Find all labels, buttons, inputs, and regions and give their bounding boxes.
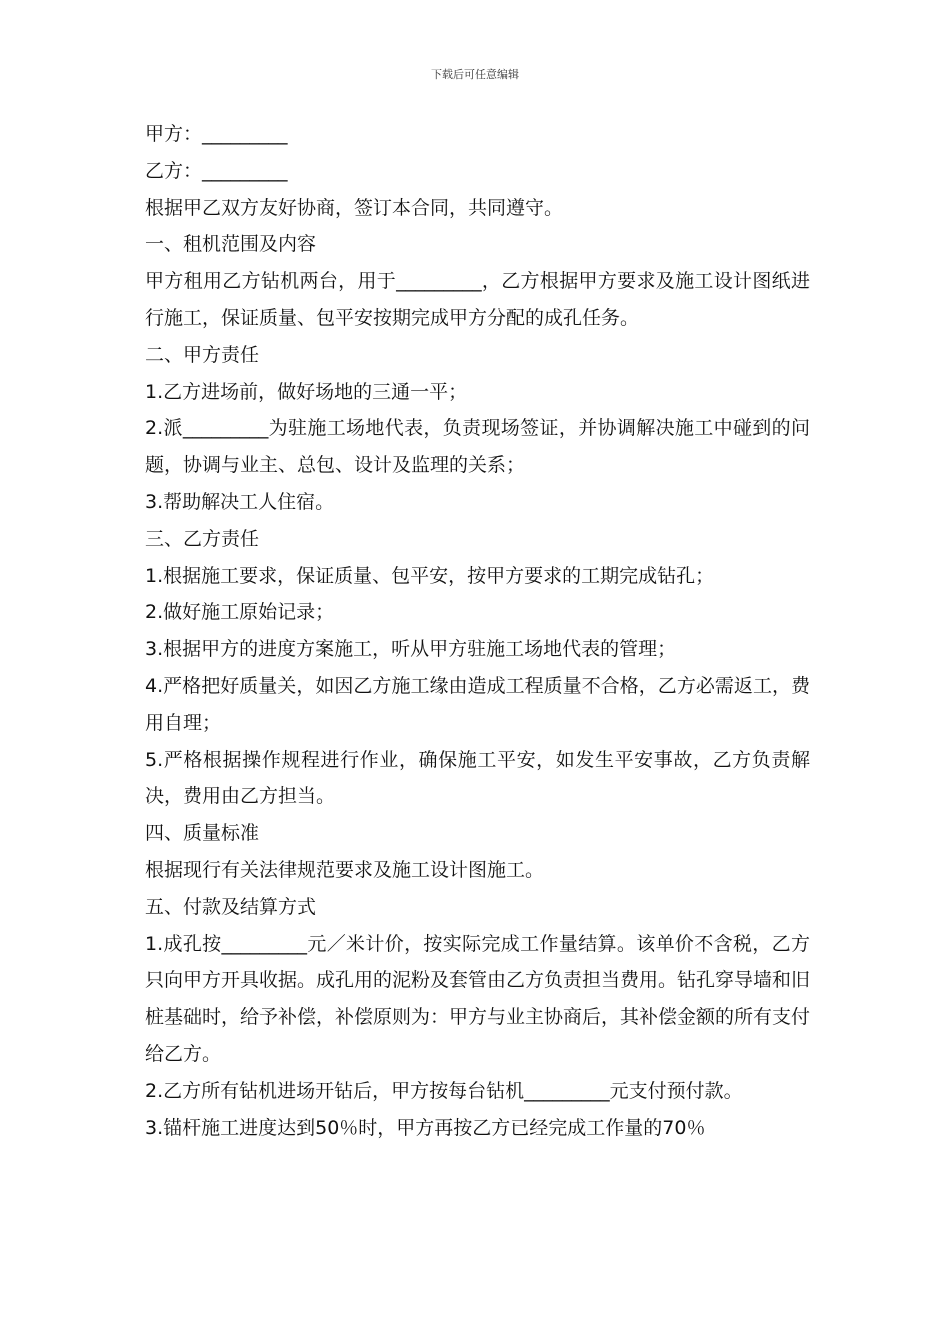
section-1-text: 甲方租用乙方钻机两台，用于_________，乙方根据甲方要求及施工设计图纸进行施工，保证质量、包平安按期完成甲方分配的成孔任务。 bbox=[145, 270, 810, 329]
section-heading-4: 四、质量标准 bbox=[145, 822, 260, 845]
section-heading-1: 一、租机范围及内容 bbox=[145, 233, 317, 256]
section-heading-2: 二、甲方责任 bbox=[145, 343, 260, 366]
clause: 1.根据施工要求，保证质量、包平安，按甲方要求的工期完成钻孔； bbox=[145, 564, 715, 587]
party-b-line: 乙方：_________ bbox=[145, 159, 288, 182]
contract-body bbox=[145, 116, 810, 1146]
preamble: 根据甲乙双方友好协商，签订本合同，共同遵守。 bbox=[145, 196, 564, 219]
clause: 3.锚杆施工进度达到50％时，甲方再按乙方已经完成工作量的70％ bbox=[145, 1116, 706, 1139]
clause: 1.成孔按_________元／米计价，按实际完成工作量结算。该单价不含税，乙方只向甲方开具收据。成孔用的泥粉及套管由乙方负责担当费用。钻孔穿导墙和旧桩基础时，给予补偿，补偿原则为：甲方与业主协商后，其补偿金额的所有支付给乙方。 bbox=[145, 932, 811, 1065]
section-heading-3: 三、乙方责任 bbox=[145, 527, 260, 550]
clause: 4.严格把好质量关，如因乙方施工缘由造成工程质量不合格，乙方必需返工，费用自理； bbox=[145, 674, 810, 734]
header-note: 下载后可任意编辑 bbox=[431, 68, 519, 81]
party-a-line: 甲方：_________ bbox=[145, 123, 288, 145]
clause: 2.派_________为驻施工场地代表，负责现场签证，并协调解决施工中碰到的问题，协调与业主、总包、设计及监理的关系； bbox=[145, 417, 810, 477]
clause: 3.帮助解决工人住宿。 bbox=[145, 490, 335, 513]
section-4-text: 根据现行有关法律规范要求及施工设计图施工。 bbox=[145, 858, 545, 881]
clause: 3.根据甲方的进度方案施工，听从甲方驻施工场地代表的管理； bbox=[145, 638, 677, 661]
clause: 2.做好施工原始记录； bbox=[145, 601, 335, 624]
clause: 5.严格根据操作规程进行作业，确保施工平安，如发生平安事故，乙方负责解决，费用由乙方担当。 bbox=[145, 748, 810, 808]
section-heading-5: 五、付款及结算方式 bbox=[145, 895, 317, 918]
clause: 2.乙方所有钻机进场开钻后，甲方按每台钻机_________元支付预付款。 bbox=[145, 1079, 743, 1102]
clause: 1.乙方进场前，做好场地的三通一平； bbox=[145, 380, 468, 403]
